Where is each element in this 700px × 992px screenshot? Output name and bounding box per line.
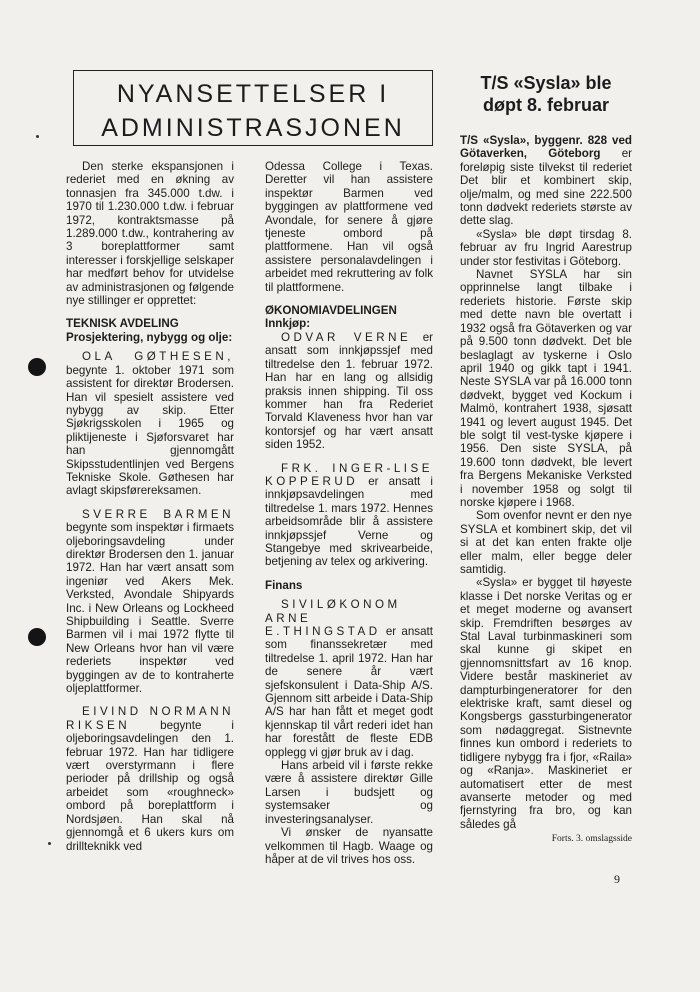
article-column-3 (460, 134, 632, 847)
section-heading: TEKNISK AVDELING (66, 317, 179, 331)
person-text: begynte som inspektør i firmaets oljeboringsavdeling under direktør Brodersen den 1. januar 1972. Han har vært ansatt som ingeniør ved Akers Mek. Verksted, Avondale Shipyards Inc. i New Orleans og Lockheed Shipbuilding i Seattle. Sverre Barmen vil i mai 1972 flytte til New Orleans hvor han vil være rederiets inspektør ved byggingen av de to kontraherte oljeplattformer. (66, 521, 234, 696)
section-subheading: Innkjøp: (265, 317, 311, 331)
person-name: OLA GØTHESEN, (82, 350, 234, 364)
body-paragraph: «Sysla» ble døpt tirsdag 8. februar av fru Ingrid Aarestrup under stor festivitas i Göteborg. (460, 227, 632, 268)
person-name: SVERRE BARMEN (82, 507, 234, 521)
page-number: 9 (614, 872, 620, 886)
lead-bold: T/S «Sysla», byggenr. 828 ved Götaverken, Göteborg (460, 134, 632, 161)
person-text: begynte i oljeboringsavdelingen den 1. februar 1972. Han har tidligere vært overstyrmann i flere perioder på drillship og også arbeidet som «roughneck» ombord på boreplattform i Nordsjøen. Han skal nå gjennomgå et 6 ukers kurs om drillteknikk ved (66, 718, 234, 853)
punch-hole (28, 628, 46, 646)
article-column-2 (265, 160, 433, 866)
body-paragraph: Navnet SYSLA har sin opprinnelse langt tilbake i rederiets historie. Første skip med dette navn ble overtatt i 1932 også fra Götaverken og var på 9.500 tonn dødvekt. Det ble beslaglagt av tyskerne i Oslo april 1940 og gikk tapt i 1941. Neste SYSLA var på 16.000 tonn dødvekt, bygget ved Kockum i Malmö, kontrahert 1938, sjøsatt 1941 og levert august 1945. Det ble solgt til vest-tyske kjøpere i 1956. Den siste SYSLA, på 19.600 tonn dødvekt, ble levert fra Bergens Mekaniske Verksted i november 1958 og solgt til norske kjøpere i 1968. (460, 268, 632, 509)
headline-line-1: NYANSETTELSER I (116, 80, 390, 108)
person-paragraph (66, 508, 234, 696)
body-paragraph: Hans arbeid vil i første rekke være å assistere direktør Gille Larsen i budsjett og systemsaker og investeringsanalyser. (265, 759, 433, 826)
headline-box (73, 70, 433, 146)
body-paragraph: Vi ønsker de nyansatte velkommen til Hagb. Waage og håper at de vil trives hos oss. (265, 826, 433, 866)
person-text: er ansatt som innkjøpssjef med tiltredelse den 1. februar 1972. Han har en lang og allsidig praksis innen shipping. Til oss kommer han fra Rederiet Torvald Klaveness hvor han var kontorsjef og har vært ansatt siden 1952. (265, 330, 433, 452)
lead-text: er foreløpig siste tilvekst til rederiet Det blir et kombinert skip, olje/malm, og med sine 222.500 tonn dødvekt rederiets største av dette slag. (460, 147, 632, 228)
sidebar-article-title: T/S «Sysla» ble døpt 8. februar (480, 73, 612, 115)
body-paragraph: «Sysla» er bygget til høyeste klasse i Det norske Veritas og er et meget moderne og avansert skip. Fremdriften besørges av Stal Laval turbinmaskineri som skal kunne gi skipet en gjennomsnittsfart av 16 knop. Videre består maskineriet av dampturbingeneratorer for den elektriske kraft, samt diesel og Kongsbergs gassturbingenerator som nødaggregat. Sistnevnte finnes kun ombord i rederiets to tidligere nybygg fra i fjor, «Raila» og «Ranja». Maskineriet er automatisert etter de mest avanserte metoder og med fjernstyring fra bro, og kan således gå (460, 576, 632, 831)
person-name: ODVAR VERNE (281, 330, 412, 344)
person-paragraph (265, 331, 433, 452)
person-paragraph (66, 705, 234, 852)
section-heading: ØKONOMIAVDELINGEN (265, 304, 397, 318)
body-paragraph: Som ovenfor nevnt er den nye SYSLA et kombinert skip, det vil si at det kan enten frakte olje eller malm, eller begge deler samtidig. (460, 509, 632, 576)
person-name: FRK. INGER-LISE KOPPERUD (265, 461, 433, 488)
person-text: er ansatt som finanssekretær med tiltredelse 1. april 1972. Han har de senere år vært sjefskonsulent i Data-Ship A/S. Gjennom sitt arbeide i Data-Ship A/S har han fått et meget godt kjennskap til vårt rederi idet han har forestått de fleste EDB opplegg vi gjør bruk av i dag. (265, 625, 433, 759)
section-heading: Finans (265, 578, 303, 592)
person-paragraph (265, 462, 433, 569)
person-paragraph (66, 350, 234, 497)
person-text: er ansatt i innkjøpsavdelingen med tiltredelse 1. mars 1972. Hennes arbeidsområde blir å assistere innkjøpssjef Verne og Stangebye med skrivearbeide, betjening av telex og arkivering. (265, 474, 433, 569)
continued-paragraph: Odessa College i Texas. Deretter vil han assistere inspektør Barmen ved byggingen av plattformene ved Avondale, for senere å gjøre tjeneste ombord på plattformene. Han vil også assistere personalavdelingen i arbeidet med rekruttering av folk til plattformene. (265, 160, 433, 294)
scan-speck (36, 135, 39, 138)
headline-line-2: ADMINISTRASJONEN (101, 114, 405, 142)
scan-speck (48, 842, 51, 845)
section-subheading: Prosjektering, nybygg og olje: (66, 330, 233, 344)
person-name: EIVIND NORMANN RIKSEN (66, 705, 234, 732)
lead-paragraph (460, 134, 632, 228)
continued-note: Forts. 3. omslagsside (551, 834, 632, 845)
person-text: begynte 1. oktober 1971 som assistent for direktør Brodersen. Han vil spesielt assistere ved nybygg av skip. Etter Sjøkrigsskolen i 1965 og pliktijeneste i Sjøforsvaret har han gjennomgått Skipsstudentlinjen ved Bergens Tekniske Skole. Gøthesen har avlagt skipsførereksamen. (66, 363, 234, 498)
article-column-1 (66, 160, 234, 853)
punch-hole (28, 358, 46, 376)
person-paragraph (265, 598, 433, 759)
person-name: SIVILØKONOM ARNE E.THINGSTAD (265, 598, 401, 638)
intro-paragraph: Den sterke ekspansjonen i rederiet med en økning av tonnasjen fra 345.000 t.dw. i 1970 til 1.230.000 t.dw. i februar 1972, kontraktsmasse på 1.289.000 t.dw., kontrahering av 3 boreplattformer samt interesser i forskjellige selskaper har medført behov for utvidelse av administrasjonen og følgende nye stillinger er opprettet: (66, 160, 234, 308)
